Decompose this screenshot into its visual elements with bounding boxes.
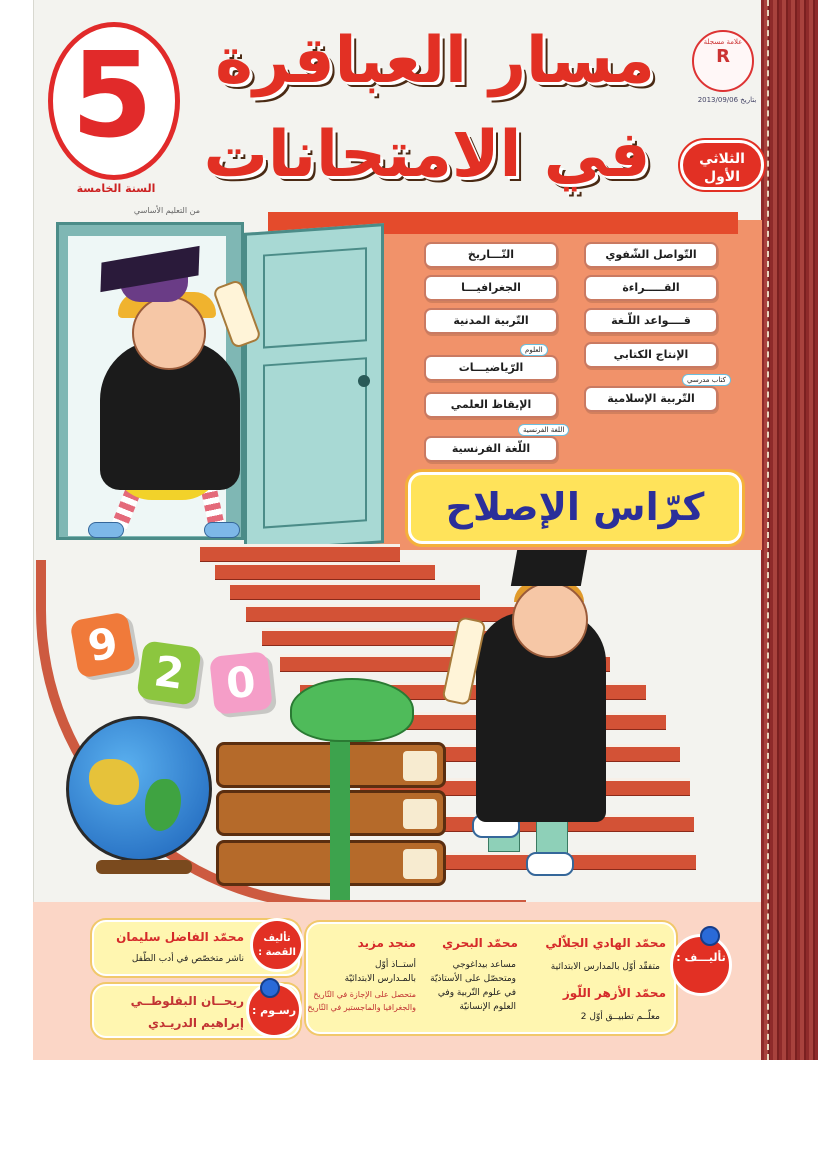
boy-shoe <box>526 852 574 876</box>
author-desc: والجغرافيا والماجستير في التّاريخ <box>307 1003 416 1012</box>
subject-writing: الإنتاج الكتابي <box>584 342 718 368</box>
door-knob-icon <box>358 375 370 387</box>
subject-civics: التّربية المدنية <box>424 308 558 334</box>
story-author-name: محمّد الفاضل سليمان <box>116 930 244 944</box>
subject-mathematics: الرّياضيـــات <box>424 355 558 381</box>
subject-french: اللّغة الفرنسية <box>424 436 558 462</box>
story-label-1: تأليف <box>263 933 291 944</box>
girl-shoe <box>88 522 124 538</box>
graduation-cap-icon <box>511 550 587 586</box>
pin-icon <box>260 978 280 998</box>
pin-icon <box>700 926 720 946</box>
subject-tag: كتاب مدرسي <box>682 374 731 386</box>
trademark-stamp <box>692 30 754 92</box>
trimester-line-1: الثلاثي <box>699 151 745 167</box>
author-desc: متحصل على الإجازة في التّاريخ <box>313 990 416 999</box>
grade-year: السنة الخامسة <box>76 182 156 195</box>
illustrator-name: إبراهيم الدريـدي <box>148 1016 244 1030</box>
author-name: منجد مزيد <box>357 936 416 950</box>
stair-step <box>200 544 400 562</box>
author-name: محمّد الأزهر اللّوز <box>562 986 666 1000</box>
subject-islamic-education: التّربية الإسلامية <box>584 386 718 412</box>
title-line-2: في الامتحانات <box>203 118 651 192</box>
author-desc: مساعد بيداغوجي <box>452 960 516 970</box>
book-spine <box>761 0 818 1060</box>
author-name: محمّد الهادي الجلاّلي <box>545 936 666 950</box>
number-cube: 9 <box>69 611 136 678</box>
subject-tag: اللغة الفرنسية <box>518 424 569 436</box>
author-name: محمّد البحري <box>442 936 518 950</box>
author-desc: بالمـدارس الابتدائيّة <box>344 974 416 984</box>
grade-level: من التعليم الأساسي <box>133 206 200 215</box>
subject-oral-communication: التّواصل الشّفوي <box>584 242 718 268</box>
drawings-label: رسـوم : <box>246 982 302 1038</box>
author-desc: العلوم الإنسانيّة <box>459 1002 516 1012</box>
trimester-line-2: الأول <box>703 169 741 185</box>
author-desc: أستــاذ أوّل <box>374 960 416 970</box>
author-desc: متفقّد أوّل بالمدارس الابتدائية <box>550 962 660 972</box>
author-desc: ومتحصّل على الأستاذيّة <box>430 974 516 984</box>
boy-face <box>512 582 588 658</box>
correction-booklet-banner: كرّاس الإصلاح <box>408 472 742 544</box>
gift-ribbon <box>330 740 350 900</box>
subject-grammar: قــــواعد اللّـغة <box>584 308 718 334</box>
door-leaf <box>244 223 384 553</box>
stair-step <box>230 582 480 600</box>
stamp-date: 2013/09/06 بتاريخ <box>697 96 757 104</box>
girl-face <box>132 296 206 370</box>
title-line-1: مسار العباقرة <box>215 24 655 98</box>
subject-history: التّـــاريخ <box>424 242 558 268</box>
author-desc: معلّــم تطبيــق أوّل 2 <box>580 1012 660 1022</box>
story-label <box>250 918 304 972</box>
globe-stand <box>96 860 192 874</box>
gift-bow-icon <box>290 678 414 742</box>
subject-tag: العلوم <box>520 344 548 356</box>
stair-step <box>215 562 435 580</box>
subject-geography: الجغرافيـــا <box>424 275 558 301</box>
author-desc: في علوم التّربية وفي <box>437 988 516 998</box>
globe-icon <box>66 716 212 862</box>
story-label-2: القصة : <box>258 947 296 958</box>
registered-icon: R <box>716 46 730 67</box>
number-cube: 0 <box>209 651 273 715</box>
authors-label: تأليـــف : <box>670 934 732 996</box>
subject-science: الإيقاظ العلمي <box>424 392 558 418</box>
illustrator-name: ريحــان البقلوطــي <box>130 994 244 1008</box>
subject-reading: القـــــراءة <box>584 275 718 301</box>
grade-number: 5 <box>70 26 154 164</box>
stair-step <box>246 604 526 622</box>
stamp-text: علامة مسجلة <box>703 38 743 46</box>
trimester-badge <box>680 140 764 190</box>
girl-shoe <box>204 522 240 538</box>
number-cube: 2 <box>136 640 202 706</box>
story-author-desc: ناشر متخصّص في أدب الطّفل <box>131 954 244 964</box>
